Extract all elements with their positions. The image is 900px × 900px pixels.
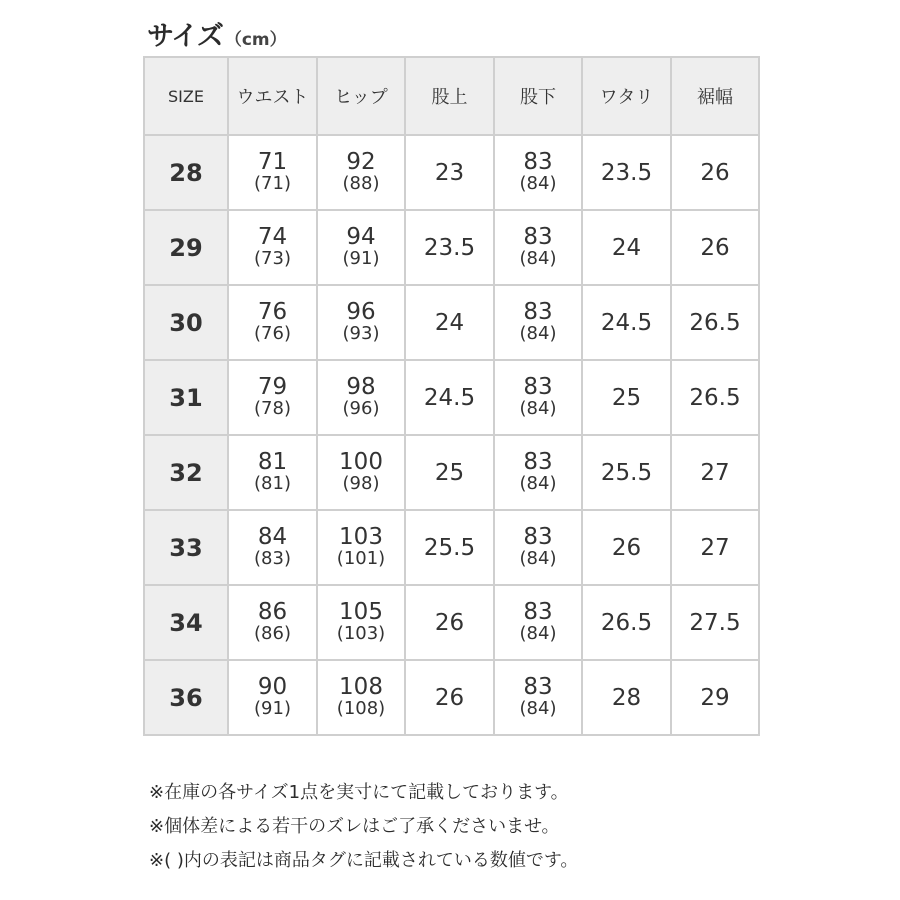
cell-thigh-value: 24 — [611, 234, 642, 261]
cell-inseam — [494, 585, 582, 660]
cell-thigh-value: 26 — [611, 534, 642, 561]
cell-hip-tag-value: (103) — [336, 622, 386, 644]
cell-size — [144, 435, 228, 510]
cell-waist-tag-value: (91) — [254, 697, 291, 719]
cell-size — [144, 285, 228, 360]
cell-rise-value: 26 — [434, 684, 465, 711]
cell-thigh — [582, 435, 671, 510]
cell-thigh-value: 26.5 — [600, 609, 653, 636]
cell-waist — [228, 135, 317, 210]
header-hem: 裾幅 — [671, 57, 759, 135]
cell-inseam-value: 83 — [523, 598, 553, 625]
cell-inseam — [494, 510, 582, 585]
cell-thigh — [582, 135, 671, 210]
cell-hip-value: 103 — [339, 523, 383, 550]
cell-hip-tag-value: (93) — [342, 322, 380, 344]
cell-inseam — [494, 360, 582, 435]
cell-inseam-tag-value: (84) — [519, 472, 557, 494]
title-main: サイズ — [147, 21, 223, 52]
cell-rise — [405, 135, 494, 210]
header-row — [144, 57, 759, 135]
cell-waist-value: 71 — [257, 148, 288, 175]
cell-size — [144, 585, 228, 660]
cell-rise — [405, 285, 494, 360]
cell-hip — [317, 510, 405, 585]
cell-hip-tag-value: (96) — [342, 397, 380, 419]
cell-hem-value: 29 — [700, 684, 730, 711]
cell-thigh — [582, 510, 671, 585]
table-row — [144, 510, 759, 585]
table-row — [144, 285, 759, 360]
cell-hem — [671, 660, 759, 735]
cell-inseam-tag-value: (84) — [519, 547, 557, 569]
cell-waist-value: 84 — [257, 523, 288, 550]
cell-rise — [405, 360, 494, 435]
notes — [149, 776, 578, 878]
cell-hem-value: 26.5 — [689, 384, 741, 411]
cell-hem-value: 27 — [700, 459, 730, 486]
cell-hem — [671, 135, 759, 210]
cell-waist-tag-value: (73) — [254, 247, 291, 269]
cell-rise-value: 25.5 — [423, 534, 476, 561]
cell-size-value: 34 — [169, 608, 203, 637]
cell-inseam-tag-value: (84) — [519, 622, 557, 644]
cell-inseam-value: 83 — [523, 298, 553, 325]
cell-hem-value: 27 — [700, 534, 730, 561]
cell-inseam — [494, 210, 582, 285]
cell-waist-tag-value: (83) — [254, 547, 291, 569]
cell-waist-value: 81 — [257, 448, 288, 475]
cell-inseam-tag-value: (84) — [519, 697, 557, 719]
table-row — [144, 585, 759, 660]
cell-inseam-tag-value: (84) — [519, 172, 557, 194]
table-row — [144, 210, 759, 285]
cell-size-value: 31 — [169, 383, 203, 412]
cell-hem — [671, 585, 759, 660]
cell-inseam-value: 83 — [523, 223, 553, 250]
cell-size-value: 30 — [169, 308, 203, 337]
cell-hem — [671, 435, 759, 510]
cell-waist — [228, 210, 317, 285]
cell-waist — [228, 435, 317, 510]
cell-hip — [317, 585, 405, 660]
note-line: ※個体差による若干のズレはご了承くださいませ。 — [149, 816, 560, 837]
cell-hip — [317, 285, 405, 360]
cell-size-value: 36 — [169, 683, 203, 712]
cell-size-value: 29 — [169, 233, 203, 262]
cell-hip — [317, 435, 405, 510]
cell-rise — [405, 210, 494, 285]
cell-hip-tag-value: (88) — [342, 172, 380, 194]
cell-thigh — [582, 660, 671, 735]
cell-waist-value: 76 — [257, 298, 288, 325]
cell-hip-tag-value: (101) — [336, 547, 386, 569]
cell-waist-value: 79 — [257, 373, 288, 400]
cell-waist-tag-value: (81) — [254, 472, 291, 494]
cell-waist — [228, 285, 317, 360]
table-row — [144, 660, 759, 735]
header-inseam: 股下 — [494, 57, 582, 135]
cell-hip — [317, 660, 405, 735]
cell-thigh-value: 25.5 — [600, 459, 653, 486]
cell-hip-value: 105 — [339, 598, 383, 625]
cell-hem-value: 26 — [700, 234, 730, 261]
cell-rise-value: 24 — [434, 309, 465, 336]
cell-waist-tag-value: (76) — [254, 322, 291, 344]
table-row — [144, 135, 759, 210]
cell-hip — [317, 360, 405, 435]
cell-size — [144, 210, 228, 285]
table-row — [144, 435, 759, 510]
cell-hem — [671, 360, 759, 435]
cell-thigh-value: 23.5 — [600, 159, 653, 186]
cell-hem — [671, 210, 759, 285]
cell-waist-tag-value: (78) — [254, 397, 291, 419]
cell-inseam — [494, 135, 582, 210]
cell-hip-tag-value: (98) — [342, 472, 380, 494]
cell-inseam — [494, 285, 582, 360]
note-line: ※( )内の表記は商品タグに記載されている数値です。 — [149, 850, 579, 871]
cell-inseam-value: 83 — [523, 448, 553, 475]
cell-hip-value: 98 — [346, 373, 376, 400]
page-title — [147, 14, 287, 54]
cell-inseam-tag-value: (84) — [519, 322, 557, 344]
cell-size — [144, 135, 228, 210]
cell-thigh — [582, 210, 671, 285]
header-rise: 股上 — [405, 57, 494, 135]
cell-thigh — [582, 285, 671, 360]
cell-inseam-value: 83 — [523, 373, 553, 400]
cell-size-value: 28 — [169, 158, 203, 187]
cell-rise-value: 26 — [434, 609, 465, 636]
cell-size — [144, 660, 228, 735]
cell-rise-value: 25 — [434, 459, 465, 486]
cell-rise-value: 23 — [434, 159, 465, 186]
cell-hem — [671, 510, 759, 585]
cell-waist — [228, 510, 317, 585]
cell-thigh — [582, 585, 671, 660]
cell-hip — [317, 210, 405, 285]
note-line: ※在庫の各サイズ1点を実寸にて記載しております。 — [149, 782, 569, 803]
cell-thigh-value: 25 — [611, 384, 642, 411]
cell-inseam — [494, 660, 582, 735]
cell-hip-value: 108 — [339, 673, 383, 700]
cell-rise — [405, 660, 494, 735]
cell-waist-tag-value: (86) — [254, 622, 291, 644]
cell-waist-value: 90 — [257, 673, 288, 700]
cell-waist — [228, 660, 317, 735]
cell-hip-value: 94 — [346, 223, 376, 250]
cell-waist-value: 86 — [257, 598, 288, 625]
cell-hem-value: 26 — [700, 159, 730, 186]
cell-hip-tag-value: (91) — [342, 247, 380, 269]
cell-hip-value: 100 — [339, 448, 383, 475]
cell-inseam-tag-value: (84) — [519, 247, 557, 269]
header-thigh: ワタリ — [582, 57, 671, 135]
cell-waist-value: 74 — [257, 223, 288, 250]
cell-thigh-value: 28 — [611, 684, 642, 711]
cell-hem — [671, 285, 759, 360]
cell-inseam-tag-value: (84) — [519, 397, 557, 419]
cell-rise — [405, 510, 494, 585]
cell-waist — [228, 585, 317, 660]
cell-size-value: 32 — [169, 458, 203, 487]
cell-inseam-value: 83 — [523, 523, 553, 550]
cell-thigh-value: 24.5 — [600, 309, 653, 336]
title-unit: （cm） — [224, 30, 287, 50]
cell-inseam-value: 83 — [523, 673, 553, 700]
cell-hip-value: 96 — [346, 298, 376, 325]
table-body — [144, 135, 759, 735]
cell-hem-value: 26.5 — [689, 309, 741, 336]
cell-hem-value: 27.5 — [689, 609, 741, 636]
header-size: SIZE — [144, 57, 228, 135]
cell-rise — [405, 435, 494, 510]
size-table — [143, 56, 760, 736]
cell-waist-tag-value: (71) — [254, 172, 291, 194]
cell-waist — [228, 360, 317, 435]
cell-thigh — [582, 360, 671, 435]
cell-size-value: 33 — [169, 533, 203, 562]
cell-hip — [317, 135, 405, 210]
cell-rise-value: 23.5 — [423, 234, 476, 261]
cell-rise-value: 24.5 — [423, 384, 476, 411]
cell-hip-tag-value: (108) — [336, 697, 386, 719]
header-hip: ヒップ — [317, 57, 405, 135]
cell-inseam — [494, 435, 582, 510]
cell-hip-value: 92 — [346, 148, 376, 175]
header-waist: ウエスト — [228, 57, 317, 135]
table-row — [144, 360, 759, 435]
cell-size — [144, 510, 228, 585]
cell-inseam-value: 83 — [523, 148, 553, 175]
cell-rise — [405, 585, 494, 660]
cell-size — [144, 360, 228, 435]
